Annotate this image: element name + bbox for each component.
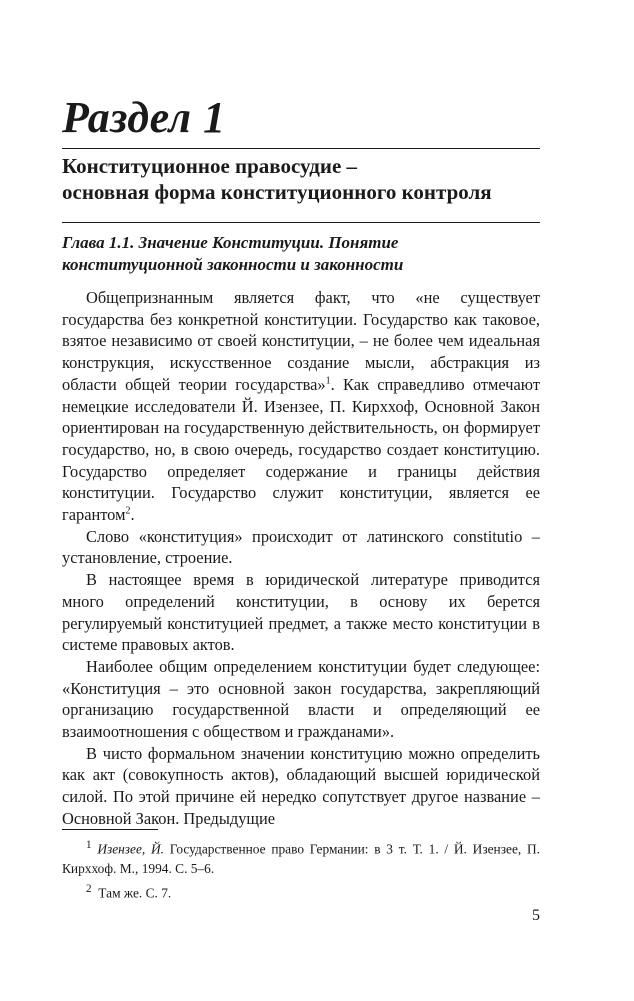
paragraph-4: Наиболее общим определением конституции будет следующее: «Конституция – это основной закон государства, закрепляющий организацию государственной власти и определяющий ее взаимоотношения с обществом и гражданами». — [62, 656, 540, 742]
paragraph-1: Общепризнанным является факт, что «не существует государства без конкретной конституции. Государство как таковое, взятое независимо от своей конституции, – не более чем идеальная конструкция, искусственное создание мысли, абстракция из области общей теории государства»$^1$. Как справедливо отмечают немецкие исследователи Й. Изензее, П. Кирххоф, Основной Закон ориентирован на государственную действительность, он формирует государство, но, в свою очередь, государство создает конституцию. Государство определяет содержание и границы действия конституции. Государство служит конституции, является ее гарантом$^2$. — [62, 288, 540, 525]
paragraph-2: Слово «конституция» происходит от латинского constitutio – установление, строение. — [62, 526, 540, 568]
paragraph-5: В чисто формальном значении конституцию можно определить как акт (совокупность актов), обладающий высшей юридической силой. По этой причине ей нередко сопутствует другое название – Основной Закон. Предыдущие — [62, 743, 540, 828]
chapter-line-2: конституционной законности и законности — [62, 254, 404, 274]
section-subtitle — [62, 153, 540, 205]
subtitle-line-2: основная форма конституционного контроля — [62, 180, 492, 204]
page-number: 5 — [532, 907, 540, 924]
footnote-2: $^2$ Там же. С. 7. — [86, 883, 172, 901]
body-text — [62, 287, 540, 830]
top-rule — [62, 148, 540, 149]
chapter-line-1: Глава 1.1. Значение Конституции. Понятие — [62, 233, 399, 252]
footnotes — [62, 835, 540, 904]
paragraph-3: В настоящее время в юридической литературе приводится много определений конституции, в основу их берется регулируемый конституцией предмет, а также место конституции в системе правовых актов. — [62, 570, 540, 655]
section-title: Раздел 1 — [62, 93, 226, 142]
subtitle-line-1: Конституционное правосудие – — [62, 154, 358, 178]
chapter-title — [62, 232, 540, 275]
footnote-separator — [62, 829, 158, 830]
footnote-ref-2[interactable]: 2 — [125, 505, 131, 517]
bottom-rule — [62, 222, 540, 223]
footnote-ref-1[interactable]: 1 — [325, 375, 331, 387]
footnote-1: $^1$ Изензее, Й. Государственное право Германии: в 3 т. Т. 1. / Й. Изензее, П. Кирххоф. М., 1994. С. 5–6. — [62, 839, 540, 877]
